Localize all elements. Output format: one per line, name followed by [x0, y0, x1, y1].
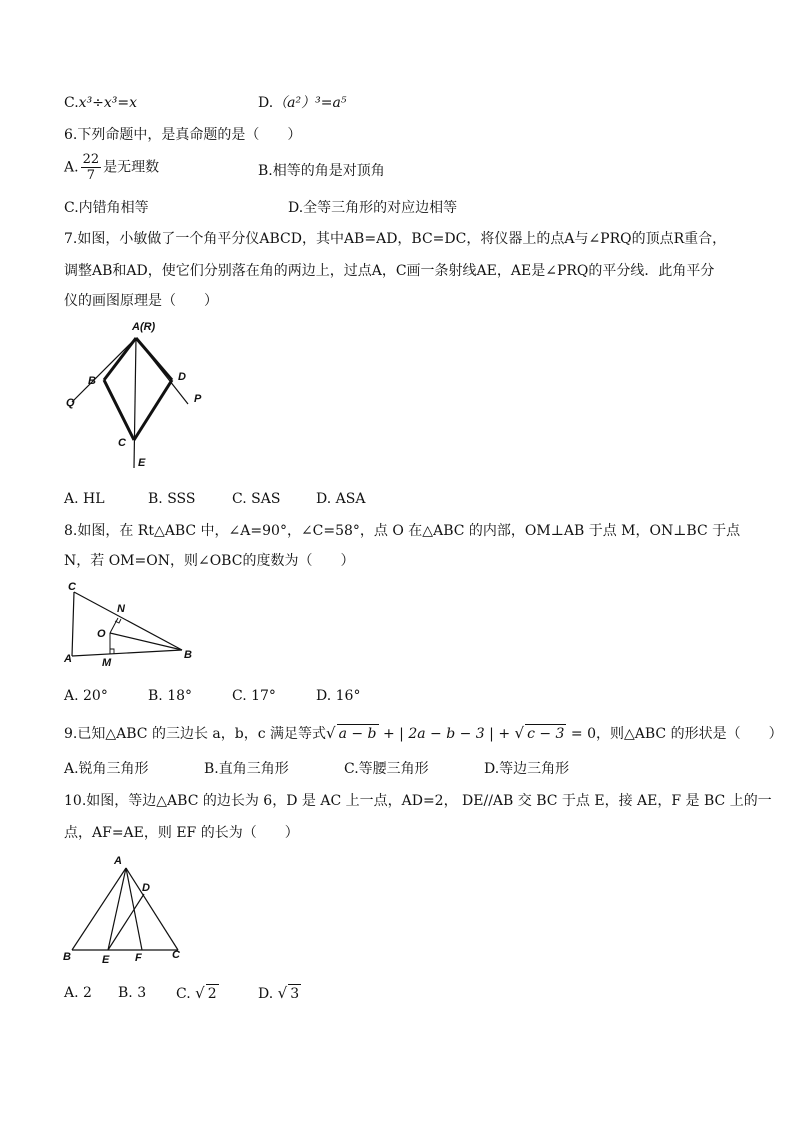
side-dc [134, 380, 172, 440]
label-a-r: A(R) [132, 321, 156, 333]
label-b: B [184, 649, 192, 661]
fraction-22-7 [81, 152, 102, 183]
option-expression: （a²）³=a⁵ [273, 95, 347, 111]
segment-on [110, 618, 118, 633]
label-b: B [63, 951, 71, 963]
q9-option-b: B.直角三角形 [204, 761, 289, 777]
label-d: D [142, 882, 150, 894]
label-d: D [178, 371, 186, 383]
q10-stem-line2: 点，AF=AE，则 EF 的长为（ ） [64, 825, 299, 841]
radical-sign: √ [514, 724, 525, 742]
option-label: A. [64, 159, 79, 176]
option-label: D. [258, 986, 274, 1002]
label-a: A [64, 653, 72, 665]
radical-sign: √ [195, 984, 205, 1002]
label-c: C [68, 581, 76, 593]
label-c: C [118, 437, 126, 449]
q6-stem: 6.下列命题中，是真命题的是（ ） [64, 127, 302, 143]
label-c: C [172, 949, 180, 961]
q10-option-c [176, 984, 219, 1003]
option-label: D. [258, 95, 274, 111]
q7-option-a: A. HL [64, 491, 105, 507]
label-f: F [135, 952, 142, 964]
fraction-denominator: 7 [86, 168, 95, 183]
label-e: E [102, 954, 110, 966]
segment-de [108, 894, 144, 950]
q9-stem-text: 9.已知△ABC 的三边长 a，b，c 满足等式 [64, 726, 326, 742]
option-text: 是无理数 [103, 159, 160, 176]
q8-option-d: D. 16° [316, 688, 361, 704]
q8-option-c: C. 17° [232, 688, 276, 704]
q9-option-d: D.等边三角形 [484, 761, 570, 777]
q9-stem-tail: = 0，则△ABC 的形状是（ ） [566, 726, 783, 742]
q5-option-c [64, 94, 137, 112]
q8-right-triangle-figure [60, 580, 210, 675]
q8-option-a: A. 20° [64, 688, 108, 704]
side-cb [74, 592, 182, 650]
absolute-value-term: + | 2a − b − 3 | + [378, 726, 515, 742]
side-ab [72, 868, 126, 950]
radicand: 3 [290, 986, 300, 1002]
side-bc [104, 380, 134, 440]
label-m: M [102, 657, 112, 669]
q7-option-c: C. SAS [232, 491, 281, 507]
label-q: Q [66, 397, 75, 409]
q7-stem-line2: 调整AB和AD，使它们分别落在角的两边上，过点A，C画一条射线AE，AE是∠PRQ的平分线．此角平分 [64, 263, 715, 279]
q9-option-c: C.等腰三角形 [344, 761, 429, 777]
q8-stem-line2: N，若 OM=ON，则∠OBC的度数为（ ） [64, 553, 355, 569]
q10-stem-line1: 10.如图，等边△ABC 的边长为 6，D 是 AC 上一点，AD=2， DE//AB 交 BC 于点 E，接 AE，F 是 BC 上的一 [64, 793, 772, 809]
q9-option-a: A.锐角三角形 [64, 761, 149, 777]
side-ad [136, 338, 172, 380]
side-ab [104, 338, 136, 380]
q7-stem-line3: 仪的画图原理是（ ） [64, 293, 218, 309]
q8-option-b: B. 18° [148, 688, 193, 704]
radical-sign: √ [277, 984, 288, 1002]
q6-option-b: B.相等的角是对顶角 [258, 163, 385, 179]
option-expression: x³÷x³=x [78, 95, 138, 111]
q7-stem-line1: 7.如图，小敏做了一个角平分仪ABCD，其中AB=AD，BC=DC，将仪器上的点A与∠PRQ的顶点R重合， [64, 231, 727, 247]
ray-ae [134, 338, 136, 468]
q7-angle-bisector-figure [60, 318, 220, 478]
q7-option-b: B. SSS [148, 491, 196, 507]
fraction-numerator: 22 [82, 152, 100, 167]
q10-option-b: B. 3 [118, 985, 147, 1001]
q10-equilateral-triangle-figure [60, 852, 200, 967]
q5-option-d [258, 94, 346, 112]
option-label: C. [176, 986, 191, 1002]
segment-ae [108, 868, 126, 950]
label-o: O [97, 628, 106, 640]
radicand-a-minus-b: a − b [338, 726, 377, 742]
option-label: C. [64, 95, 79, 111]
ray-rq [72, 338, 136, 402]
radicand-c-minus-3: c − 3 [527, 726, 565, 742]
q9-stem [64, 724, 783, 743]
label-a: A [114, 855, 122, 867]
radicand: 2 [207, 986, 217, 1002]
label-n: N [117, 603, 125, 615]
q6-option-a [64, 152, 159, 183]
q7-option-d: D. ASA [316, 491, 366, 507]
q10-option-d [258, 984, 301, 1003]
side-ab [72, 650, 182, 656]
q6-option-c: C.内错角相等 [64, 200, 149, 216]
side-ca [72, 592, 74, 656]
label-b: B [88, 375, 96, 387]
q6-option-d: D.全等三角形的对应边相等 [288, 200, 458, 216]
q10-option-a: A. 2 [64, 985, 92, 1001]
segment-ob [110, 633, 182, 650]
label-p: P [194, 393, 202, 405]
label-e: E [138, 457, 146, 469]
q8-stem-line1: 8.如图，在 Rt△ABC 中，∠A=90°，∠C=58°，点 O 在△ABC 的内部，OM⊥AB 于点 M，ON⊥BC 于点 [64, 523, 741, 539]
radical-sign: √ [326, 724, 336, 742]
